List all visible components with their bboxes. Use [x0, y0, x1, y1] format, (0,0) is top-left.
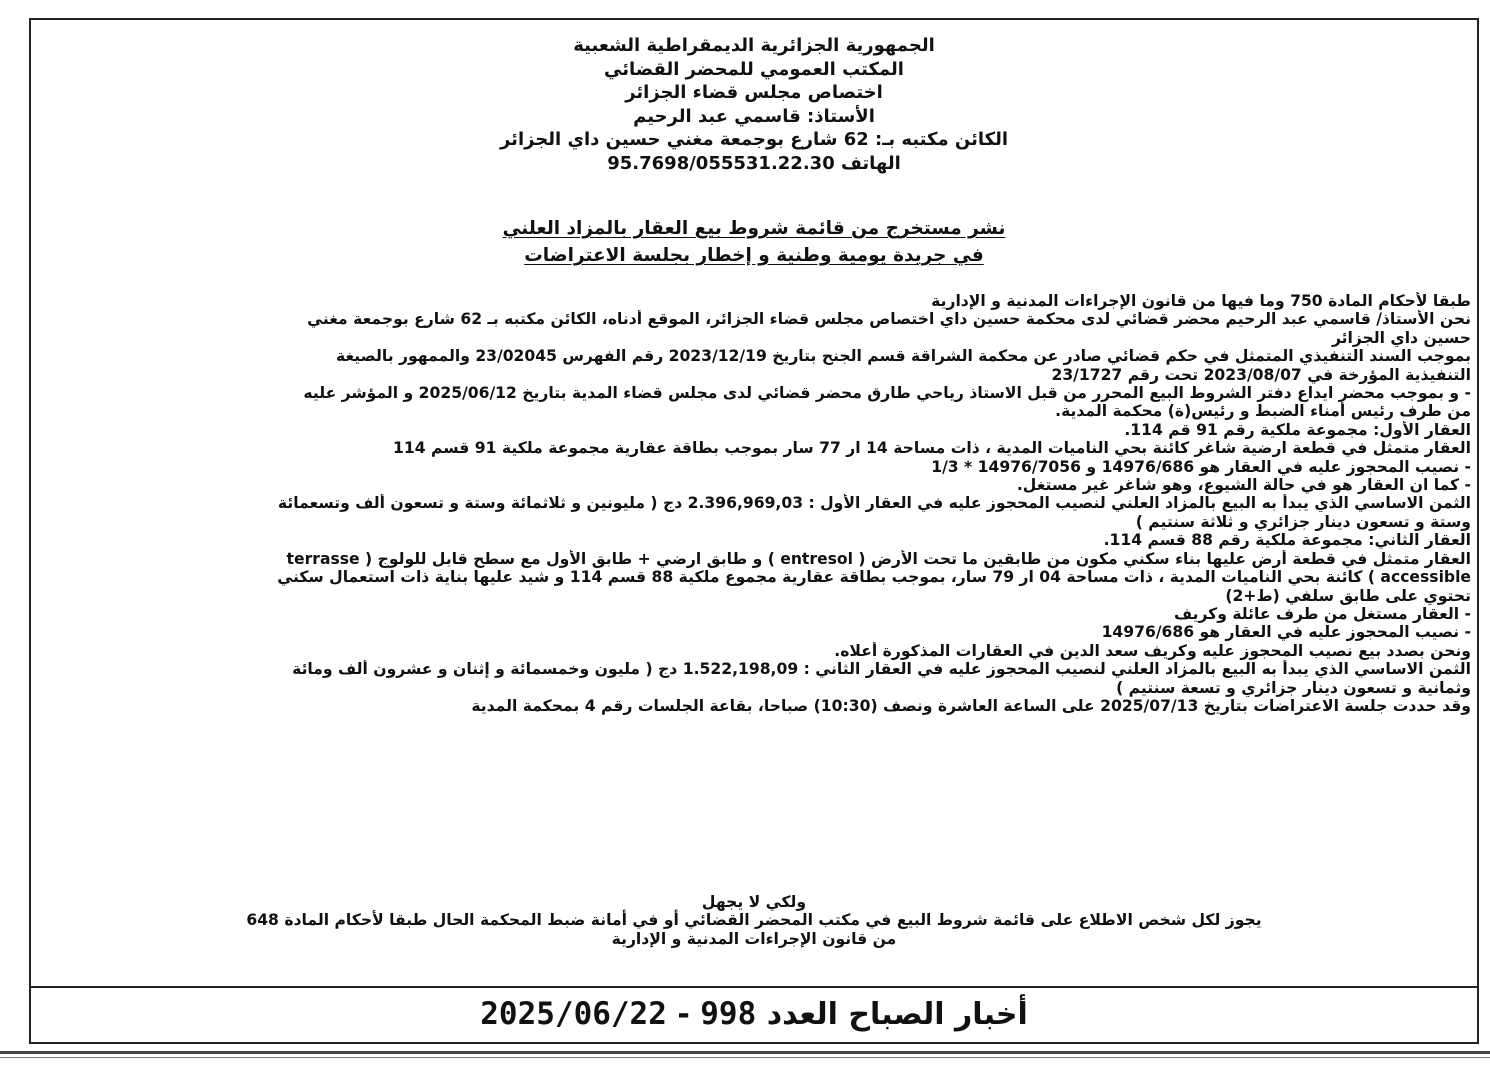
- header-phone: الهاتف 95.7698/055531.22.30: [607, 152, 901, 174]
- page-bottom-rule-thin: [0, 1057, 1490, 1058]
- notice-title: [31, 215, 1477, 269]
- body-line: العقار متمثل في قطعة أرض عليها بناء سكني مكون من طابقين ما تحت الأرض ( entresol ) و طابق ارضي + طابق الأول مع سطح قابل للولوج ( terrasse: [286, 549, 1471, 568]
- notice-body: [43, 292, 1471, 715]
- body-line: حسين داي الجزائر: [1331, 328, 1471, 347]
- footer-issue-number: 998: [700, 996, 757, 1032]
- body-line: الثمن الاساسي الذي يبدأ به البيع بالمزاد العلني لنصيب المحجوز عليه في العقار الأول : 2.396,969,03 دج ( مليونين و ثلاثمائة وستة و تسعون ألف وتسعمائة: [277, 494, 1471, 513]
- body-line: - نصيب المحجوز عليه في العقار هو 14976/686: [1101, 623, 1471, 642]
- closing-line-3: من قانون الإجراءات المدنية و الإدارية: [611, 929, 897, 948]
- footer-separator: -: [677, 997, 690, 1032]
- footer-divider: [31, 986, 1477, 988]
- header-jurisdiction: اختصاص مجلس قضاء الجزائر: [625, 82, 883, 103]
- header-address: الكائن مكتبه بـ: 62 شارع بوجمعة مغني حسين داي الجزائر: [499, 129, 1009, 150]
- body-line: الثمن الاساسي الذي يبدأ به البيع بالمزاد العلني لنصيب المحجوز عليه في العقار الثاني : 1.522,198,09 دج ( مليون وخمسمائة و إثنان و عشرون ألف ومائة: [292, 660, 1471, 679]
- body-line: بموجب السند التنفيذي المتمثل في حكم قضائي صادر عن محكمة الشراقة قسم الجنح بتاريخ 2023/12/19 رقم الفهرس 23/02045 والممهور بالصيغة: [336, 347, 1471, 366]
- body-line: وثمانية و تسعون دينار جزائري و تسعة سنتيم ): [1116, 678, 1471, 697]
- footer-date: 2025/06/22: [480, 996, 667, 1032]
- notice-frame: [29, 18, 1479, 1044]
- page-bottom-rule: [0, 1051, 1490, 1054]
- body-line: - العقار مستغل من طرف عائلة وكريف: [1174, 604, 1471, 623]
- newspaper-footer: [31, 994, 1477, 1035]
- closing-line-2: يجوز لكل شخص الاطلاع على قائمة شروط البيع في مكتب المحضر القضائي أو في أمانة ضبط المحكمة الحال طبقا لأحكام المادة 648: [246, 911, 1262, 930]
- title-line-1: نشر مستخرج من قائمة شروط بيع العقار بالمزاد العلني: [502, 218, 1006, 239]
- body-line: نحن الأستاذ/ قاسمي عبد الرحيم محضر قضائي لدى محكمة حسين داي اختصاص مجلس قضاء الجزائر، الموقع أدناه، الكائن مكتبه بـ 62 شارع بوجمعة مغني: [307, 310, 1471, 329]
- body-line: وستة و تسعون دينار جزائري و ثلاثة سنتيم ): [1135, 512, 1471, 531]
- body-line: تحتوي على طابق سلفي (ط+2): [1225, 586, 1471, 605]
- body-line: - كما ان العقار هو في حالة الشيوع، وهو شاغر غير مستغل.: [1016, 476, 1471, 495]
- body-line: العقار الأول: مجموعة ملكية رقم 91 قم 114.: [1124, 420, 1471, 439]
- body-line: accessible ) كائنة بحي الناميات المدية ، ذات مساحة 04 ار 79 سار، بموجب بطاقة عقارية مجموع ملكية 88 قسم 114 و شيد عليها بناية ذات استعمال سكني: [277, 568, 1471, 587]
- footer-newspaper-label: أخبار الصباح العدد: [766, 997, 1028, 1032]
- body-line: - و بموجب محضر ايداع دفتر الشروط البيع المحرر من قبل الاستاذ رياحي طارق محضر قضائي لدى مجلس قضاء المدية بتاريخ 2025/06/12 و المؤشر عليه: [303, 384, 1471, 403]
- header-office: المكتب العمومي للمحضر القضائي: [604, 58, 904, 80]
- body-line: العقار متمثل في قطعة ارضية شاغر كائنة بحي الناميات المدية ، ذات مساحة 14 ار 77 سار بموجب بطاقة عقارية مجموعة ملكية 91 قسم 114: [393, 439, 1471, 458]
- body-line: من طرف رئيس أمناء الضبط و رئيس(ة) محكمة المدية.: [1055, 402, 1471, 421]
- header-bailiff-name: الأستاذ: قاسمي عبد الرحيم: [633, 105, 875, 127]
- header-republic: الجمهورية الجزائرية الديمقراطية الشعبية: [573, 35, 935, 56]
- title-line-2: في جريدة يومية وطنية و إخطار بجلسة الاعتراضات: [524, 245, 984, 266]
- body-line: العقار الثاني: مجموعة ملكية رقم 88 قسم 114.: [1103, 531, 1471, 550]
- body-line: طبقا لأحكام المادة 750 وما فيها من قانون الإجراءات المدنية و الإدارية: [931, 292, 1471, 310]
- body-line: - نصيب المحجوز عليه في العقار هو 14976/686 و 14976/7056 * 1/3: [931, 457, 1471, 476]
- body-line: وقد حددت جلسة الاعتراضات بتاريخ 2025/07/13 على الساعة العاشرة ونصف (10:30) صباحا، بقاعة الجلسات رقم 4 بمحكمة المدية: [471, 696, 1471, 715]
- notice-closing: [31, 893, 1477, 948]
- body-line: التنفيذية المؤرخة في 2023/08/07 تحت رقم 23/1727: [1051, 365, 1471, 384]
- closing-line-1: ولكي لا يجهل: [701, 893, 807, 911]
- notice-header: [31, 34, 1477, 175]
- body-line: ونحن بصدد بيع نصيب المحجوز عليه وكريف سعد الدين في العقارات المذكورة أعلاه.: [834, 641, 1471, 660]
